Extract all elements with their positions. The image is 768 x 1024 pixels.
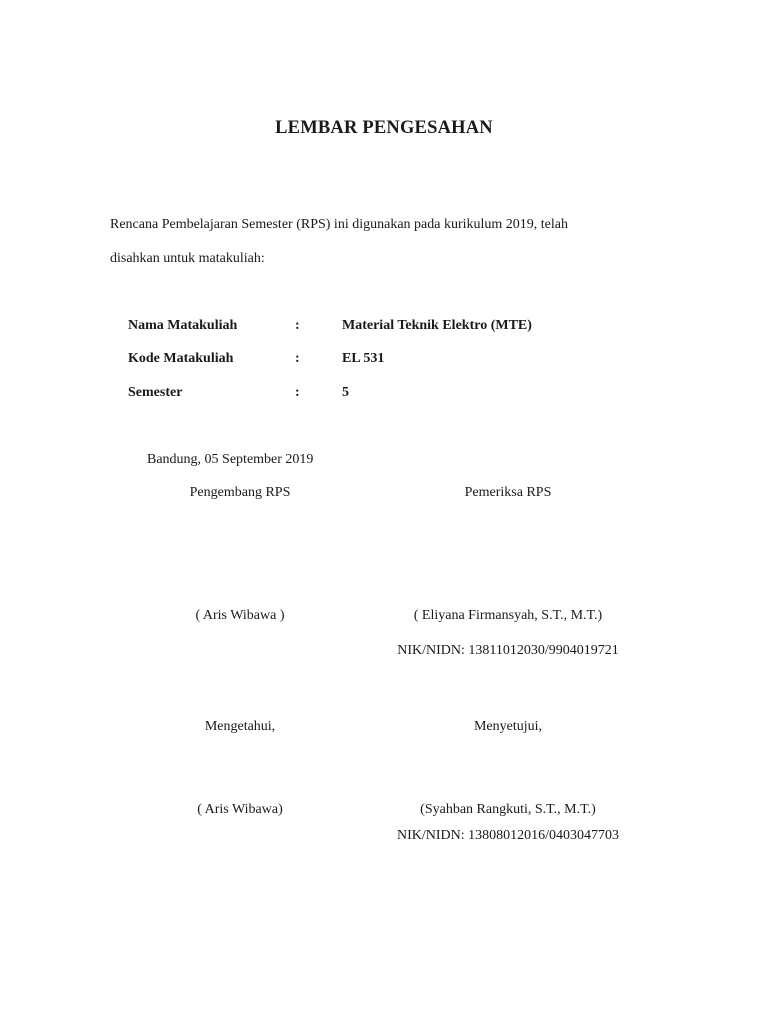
approver-nik: NIK/NIDN: 13808012016/0403047703 — [396, 828, 620, 843]
reviewer-nik: NIK/NIDN: 13811012030/9904019721 — [397, 643, 619, 658]
intro-text-line-2: disahkan untuk matakuliah: — [110, 251, 265, 266]
approver-role: Menyetujui, — [473, 719, 543, 734]
course-name-label: Nama Matakuliah — [128, 318, 238, 333]
intro-text-line-1: Rencana Pembelajaran Semester (RPS) ini digunakan pada kurikulum 2019, telah — [110, 217, 568, 232]
page-title: LEMBAR PENGESAHAN — [275, 118, 493, 138]
semester-label: Semester — [128, 385, 183, 400]
course-name-value: Material Teknik Elektro (MTE) — [342, 318, 532, 333]
acknowledger-role: Mengetahui, — [204, 719, 276, 734]
course-code-separator: : — [295, 351, 300, 366]
course-code-label: Kode Matakuliah — [128, 351, 234, 366]
semester-value: 5 — [342, 385, 349, 400]
reviewer-name: ( Eliyana Firmansyah, S.T., M.T.) — [413, 608, 603, 623]
approver-name: (Syahban Rangkuti, S.T., M.T.) — [420, 802, 596, 817]
developer-name: ( Aris Wibawa ) — [195, 608, 285, 623]
reviewer-role: Pemeriksa RPS — [464, 485, 552, 500]
acknowledger-name: ( Aris Wibawa) — [197, 802, 283, 817]
semester-separator: : — [295, 385, 300, 400]
course-name-separator: : — [295, 318, 300, 333]
place-date: Bandung, 05 September 2019 — [147, 452, 314, 467]
course-code-value: EL 531 — [342, 351, 385, 366]
developer-role: Pengembang RPS — [189, 485, 291, 500]
